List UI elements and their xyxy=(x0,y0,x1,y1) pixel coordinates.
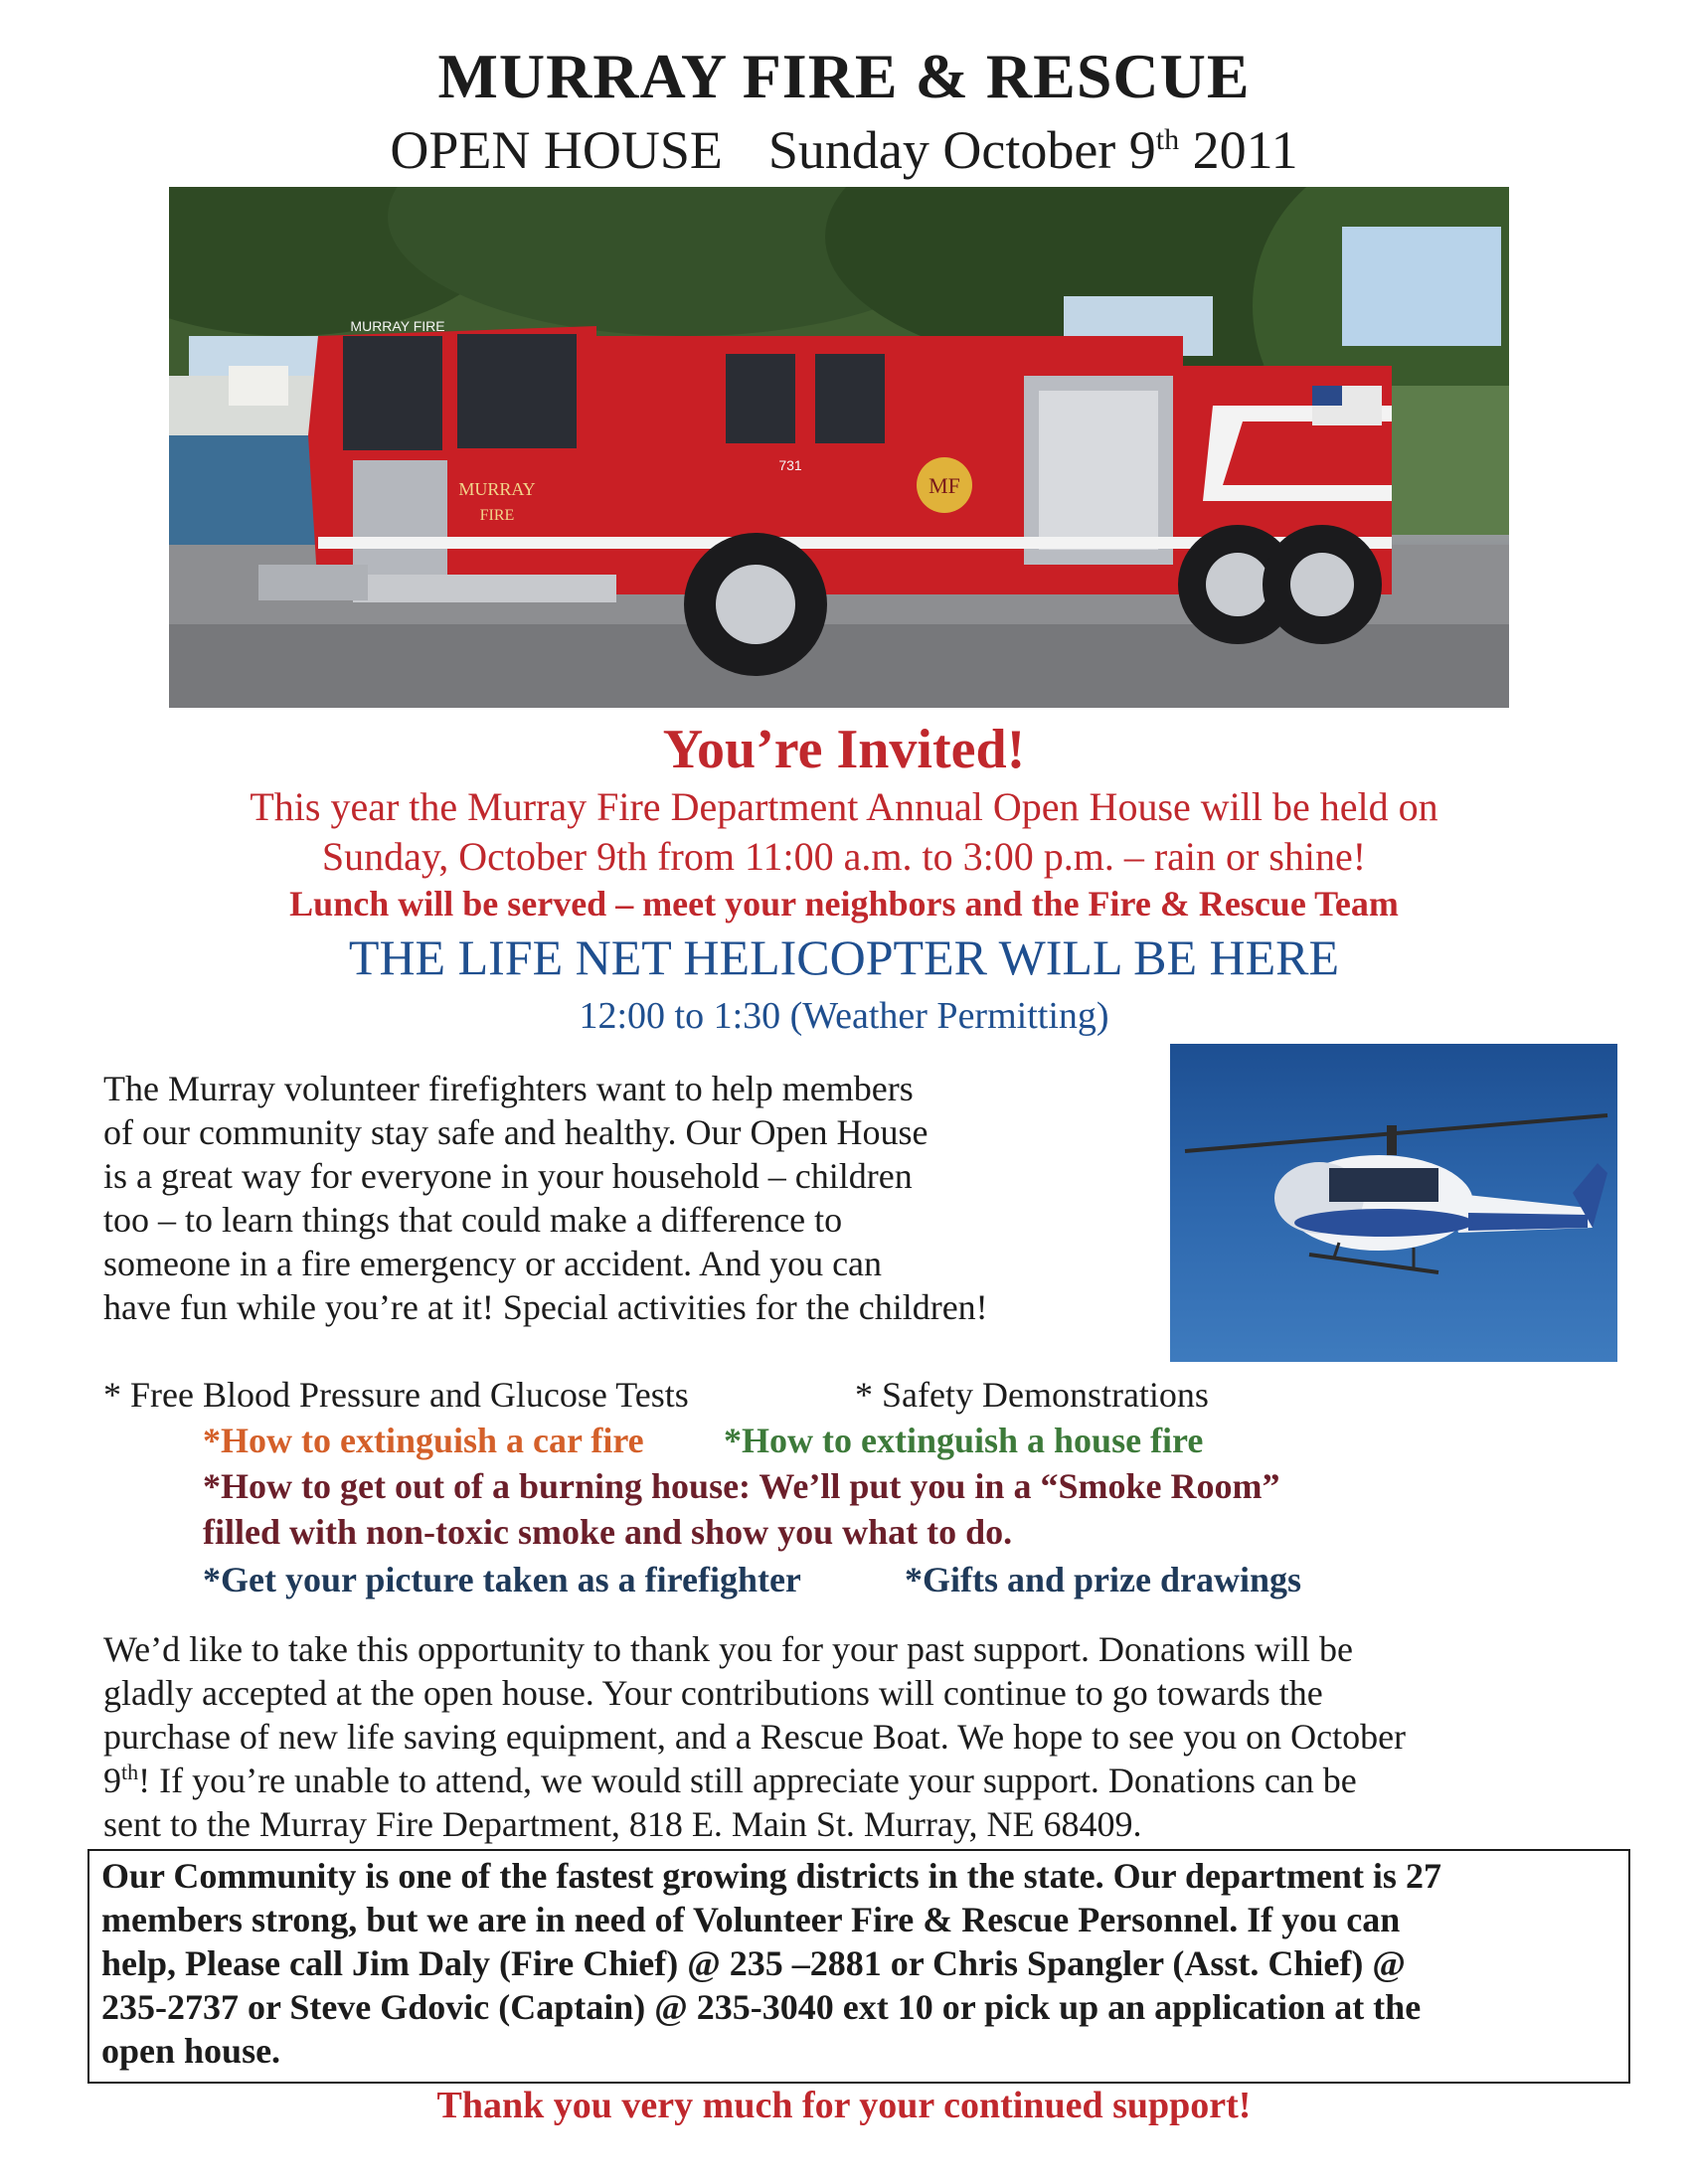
activity-smoke-room-detail: filled with non-toxic smoke and show you what to do. xyxy=(203,1512,1013,1552)
activity-picture: *Get your picture taken as a firefighter xyxy=(203,1560,801,1599)
service-blood-tests: * Free Blood Pressure and Glucose Tests xyxy=(103,1375,689,1415)
invite-line-2: Sunday, October 9th from 11:00 a.m. to 3:00 p.m. – rain or shine! xyxy=(321,834,1367,879)
service-safety-demos: * Safety Demonstrations xyxy=(855,1375,1209,1415)
recruitment-line: open house. xyxy=(101,2031,281,2071)
activity-house-fire: *How to extinguish a house fire xyxy=(724,1421,1204,1460)
fire-truck-photo xyxy=(169,187,1509,708)
lunch-notice: Lunch will be served – meet your neighbors and the Fire & Rescue Team xyxy=(289,884,1399,924)
intro-line: of our community stay safe and healthy. Our Open House xyxy=(103,1112,928,1152)
truck-emblem: MF xyxy=(928,473,960,498)
activity-gifts: *Gifts and prize drawings xyxy=(905,1560,1302,1599)
intro-line: too – to learn things that could make a difference to xyxy=(103,1200,843,1240)
event-date-suffix: th xyxy=(1155,123,1180,156)
invite-heading: You’re Invited! xyxy=(662,719,1026,780)
date-number: 9 xyxy=(103,1761,121,1800)
date-suffix: th xyxy=(121,1760,139,1784)
truck-cab-text: MURRAY FIRE xyxy=(350,318,445,334)
closing-thanks: Thank you very much for your continued support! xyxy=(436,2085,1252,2126)
recruitment-line: members strong, but we are in need of Volunteer Fire & Rescue Personnel. If you can xyxy=(101,1900,1401,1939)
helicopter-time: 12:00 to 1:30 (Weather Permitting) xyxy=(579,995,1109,1037)
activity-car-fire: *How to extinguish a car fire xyxy=(203,1421,644,1460)
thanks-paragraph-line: gladly accepted at the open house. Your contributions will continue to go towards the xyxy=(103,1673,1323,1713)
truck-unit-number: 731 xyxy=(778,457,802,473)
event-name: OPEN HOUSE xyxy=(390,120,723,180)
truck-door-text: MURRAY xyxy=(458,479,536,499)
intro-line: have fun while you’re at it! Special activities for the children! xyxy=(103,1287,988,1327)
fire-truck-illustration xyxy=(169,187,1509,708)
thanks-paragraph-line xyxy=(103,1760,1357,1801)
invite-line-1: This year the Murray Fire Department Annual Open House will be held on xyxy=(250,784,1438,829)
helicopter-illustration xyxy=(1170,1044,1617,1362)
thanks-paragraph-line: purchase of new life saving equipment, and a Rescue Boat. We hope to see you on October xyxy=(103,1717,1407,1757)
helicopter-photo xyxy=(1170,1044,1617,1362)
event-date: Sunday October 9 xyxy=(767,120,1156,180)
activity-smoke-room: *How to get out of a burning house: We’ll put you in a “Smoke Room” xyxy=(203,1466,1280,1506)
intro-line: someone in a fire emergency or accident. And you can xyxy=(103,1244,883,1283)
truck-door-text-2: FIRE xyxy=(479,507,515,524)
recruitment-line: help, Please call Jim Daly (Fire Chief) @ 235 –2881 or Chris Spangler (Asst. Chief) @ xyxy=(101,1943,1406,1983)
intro-line: The Murray volunteer firefighters want to help members xyxy=(103,1069,914,1108)
thanks-paragraph-line: We’d like to take this opportunity to thank you for your past support. Donations will be xyxy=(103,1629,1353,1669)
event-year: 2011 xyxy=(1192,120,1298,180)
page-title: MURRAY FIRE & RESCUE xyxy=(437,41,1251,111)
event-subtitle xyxy=(0,119,1688,181)
helicopter-heading: THE LIFE NET HELICOPTER WILL BE HERE xyxy=(348,929,1340,985)
intro-line: is a great way for everyone in your household – children xyxy=(103,1156,913,1196)
thanks-paragraph-line: sent to the Murray Fire Department, 818 E. Main St. Murray, NE 68409. xyxy=(103,1804,1142,1844)
thanks-paragraph-rest: ! If you’re unable to attend, we would still appreciate your support. Donations can be xyxy=(138,1761,1357,1800)
recruitment-line: Our Community is one of the fastest growing districts in the state. Our department is 27 xyxy=(101,1856,1441,1896)
recruitment-line: 235-2737 or Steve Gdovic (Captain) @ 235-3040 ext 10 or pick up an application at the xyxy=(101,1987,1422,2027)
